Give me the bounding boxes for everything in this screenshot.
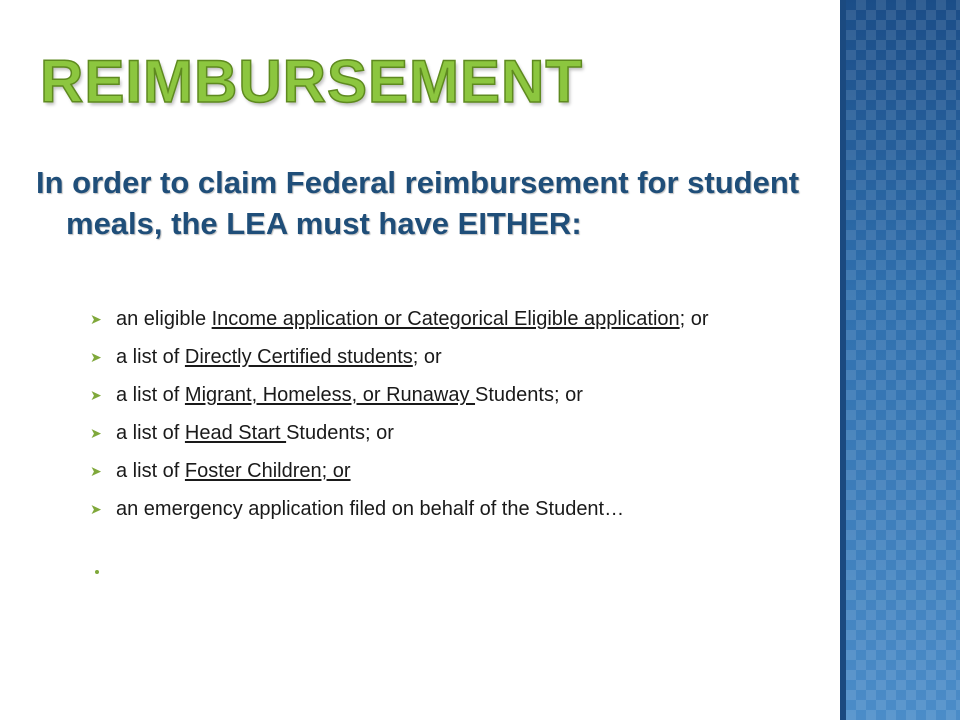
bullet-text-end: ; or [412, 346, 442, 368]
list-item [88, 382, 828, 408]
bullet-text: a list of [116, 460, 185, 482]
list-item [88, 496, 828, 522]
bullet-text: a list of [116, 346, 185, 368]
slide-title: REIMBURSEMENT [40, 48, 584, 115]
arrow-bullet-icon: ➤ [90, 387, 102, 403]
bullet-text-end: ; or [679, 308, 709, 330]
arrow-bullet-icon: ➤ [90, 349, 102, 365]
arrow-bullet-icon: ➤ [90, 425, 102, 441]
bullet-text: a list of [116, 384, 185, 406]
arrow-bullet-icon: ➤ [90, 501, 102, 517]
arrow-bullet-icon: ➤ [90, 311, 102, 327]
empty-bullet-dot [95, 570, 99, 574]
intro-text: In order to claim Federal reimbursement for student meals, the LEA must have EITHER: [36, 165, 800, 241]
bullet-underlined-text: Income application or Categorical Eligible application [211, 308, 680, 330]
bullet-text: an emergency application filed on behalf of the Student… [116, 498, 625, 520]
bullet-text-end: Students; or [286, 422, 394, 444]
bullet-underlined-text: Foster Children; or [184, 460, 351, 482]
bullet-text: a list of [116, 422, 185, 444]
arrow-bullet-icon: ➤ [90, 463, 102, 479]
list-item [88, 420, 828, 446]
bullet-text-end: Students; or [475, 384, 583, 406]
bullet-text: an eligible [116, 308, 212, 330]
list-item [88, 458, 828, 484]
list-item [88, 344, 828, 370]
bullet-list [88, 306, 828, 534]
decorative-side-panel [846, 0, 960, 720]
bullet-underlined-text: Head Start [184, 422, 287, 444]
list-item [88, 306, 828, 332]
bullet-underlined-text: Migrant, Homeless, or Runaway [184, 384, 476, 406]
bullet-underlined-text: Directly Certified students [184, 346, 413, 368]
